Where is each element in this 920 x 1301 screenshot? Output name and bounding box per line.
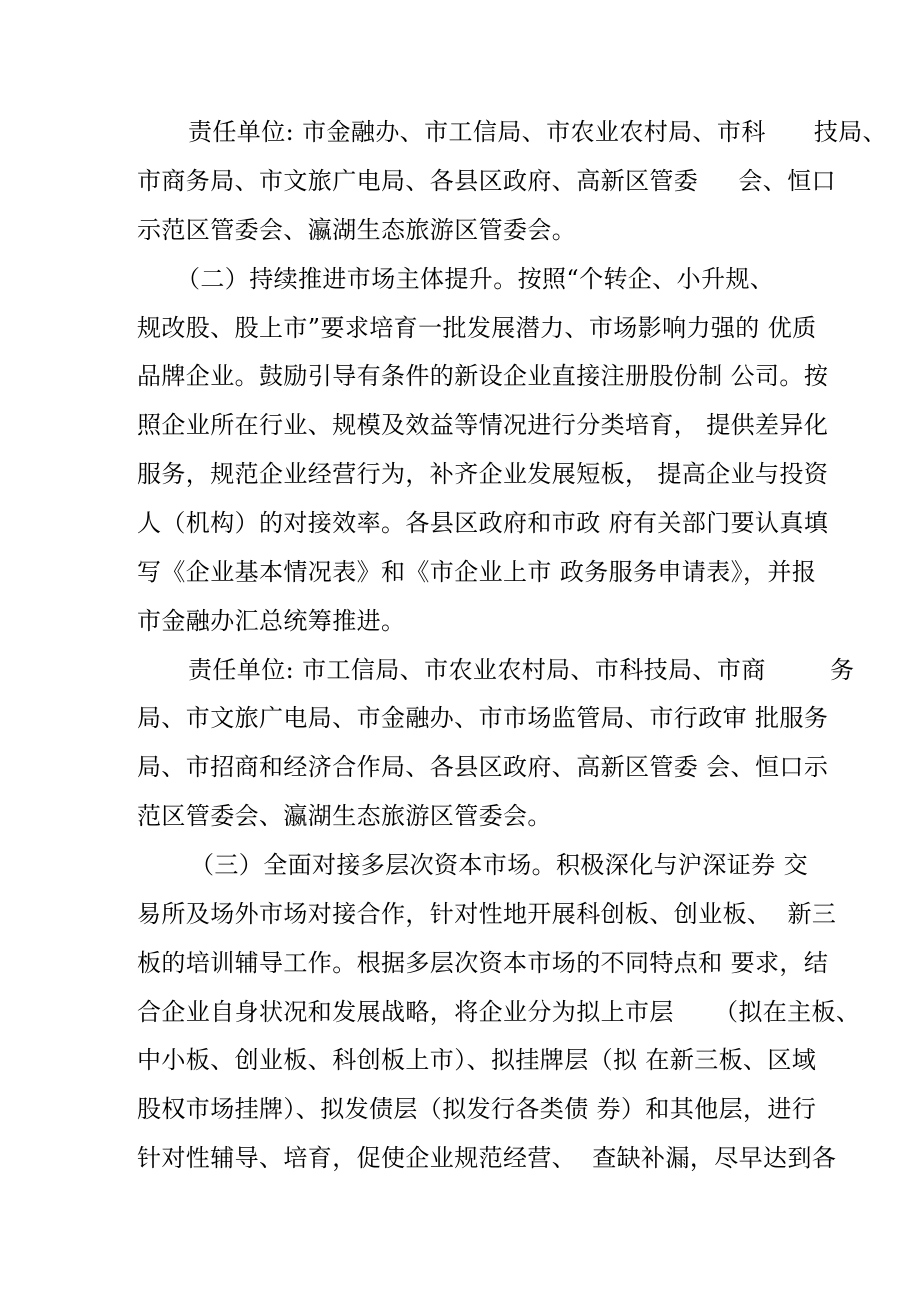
text-line: 责任单位: 市金融办、市工信局、市农业农村局、市科 技局、 xyxy=(188,118,888,146)
text-line: 服务，规范企业经营行为，补齐企业发展短板， 提高企业与投资 xyxy=(137,460,829,488)
text-line: 板的培训辅导工作。根据多层次资本市场的不同特点和 要求，结 xyxy=(137,949,829,977)
text-line: 示范区管委会、瀛湖生态旅游区管委会。 xyxy=(137,216,577,244)
text-line: （三）全面对接多层次资本市场。积极深化与沪深证券 交 xyxy=(190,851,809,879)
text-line: 局、市文旅广电局、市金融办、市市场监管局、市行政审 批服务 xyxy=(137,704,829,732)
text-line: 品牌企业。鼓励引导有条件的新设企业直接注册股份制 公司。按 xyxy=(137,362,829,390)
text-line: 中小板、创业板、科创板上市）、拟挂牌层（拟 在新三板、区域 xyxy=(137,1046,817,1074)
text-line: 易所及场外市场对接合作，针对性地开展科创板、创业板、 新三 xyxy=(137,900,837,928)
text-line: 范区管委会、瀛湖生态旅游区管委会。 xyxy=(137,802,552,830)
text-line: 规改股、股上市”要求培育一批发展潜力、市场影响力强的 优质 xyxy=(137,314,817,342)
text-line: （二）持续推进市场主体提升。按照“个转企、小升规、 xyxy=(176,265,775,293)
text-line: 针对性辅导、培育，促使企业规范经营、 查缺补漏，尽早达到各 xyxy=(137,1144,837,1172)
text-line: 责任单位: 市工信局、市农业农村局、市科技局、市商 务 xyxy=(188,656,855,684)
text-line: 人（机构）的对接效率。各县区政府和市政 府有关部门要认真填 xyxy=(137,509,829,537)
text-line: 市金融办汇总统筹推进。 xyxy=(137,607,406,635)
text-line: 市商务局、市文旅广电局、各县区政府、高新区管委 会、恒口 xyxy=(137,167,836,195)
text-line: 股权市场挂牌）、拟发债层（拟发行各类债 券）和其他层，进行 xyxy=(137,1095,817,1123)
text-line: 局、市招商和经济合作局、各县区政府、高新区管委 会、恒口示 xyxy=(137,753,829,781)
text-line: 合企业自身状况和发展战略，将企业分为拟上市层 （拟在主板、 xyxy=(137,998,861,1026)
text-line: 照企业所在行业、规模及效益等情况进行分类培育， 提供差异化 xyxy=(137,411,829,439)
text-line: 写《企业基本情况表》和《市企业上市 政务服务申请表》，并报 xyxy=(137,558,817,586)
